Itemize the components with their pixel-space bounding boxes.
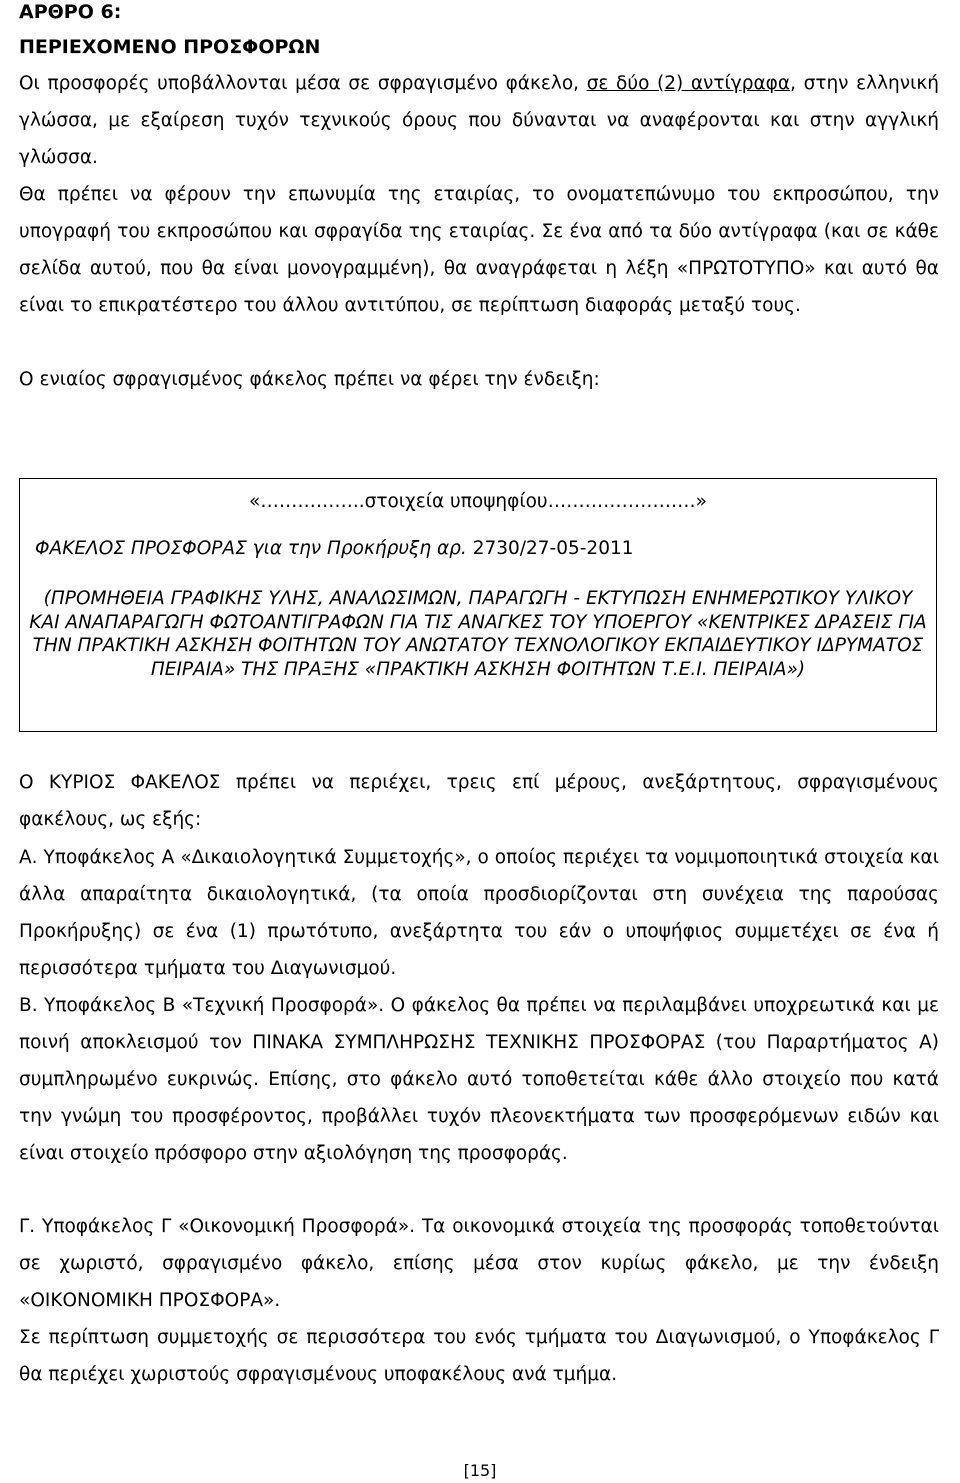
paragraph-signature: Θα πρέπει να φέρουν την επωνυμία της εταιρίας, το ονοματεπώνυμο του εκπροσώπου, την υπογραφή του εκπροσώπου και σφραγίδα της εταιρίας. Σε ένα από τα δύο αντίγραφα (και σε κάθε σελίδα αυτού, που θα είναι μονογραμμένη), θα αναγράφεται η λέξη «ΠΡΩΤΟΤΥΠΟ» και αυτό θα είναι το επικρατέστερο του άλλου αντιτύπου, σε περίπτωση διαφοράς μεταξύ τους. — [19, 184, 939, 316]
project-description: (ΠΡΟΜΗΘΕΙΑ ΓΡΑΦΙΚΗΣ ΥΛΗΣ, ΑΝΑΛΩΣΙΜΩΝ, ΠΑΡΑΓΩΓΗ - ΕΚΤΥΠΩΣΗ ΕΝΗΜΕΡΩΤΙΚΟΥ ΥΛΙΚΟΥ ΚΑΙ ΑΝΑΠΑΡΑΓΩΓΗ ΦΩΤΟΑΝΤΙΓΡΑΦΩΝ ΓΙΑ ΤΙΣ ΑΝΑΓΚΕΣ ΤΟΥ ΥΠΟΕΡΓΟΥ «ΚΕΝΤΡΙΚΕΣ ΔΡΑΣΕΙΣ ΓΙΑ ΤΗΝ ΠΡΑΚΤΙΚΗ ΑΣΚΗΣΗ ΦΟΙΤΗΤΩΝ ΤΟΥ ΑΝΩΤΑΤΟΥ ΤΕΧΝΟΛΟΓΙΚΟΥ ΕΚΠΑΙΔΕΥΤΙΚΟΥ ΙΔΡΥΜΑΤΟΣ ΠΕΙΡΑΙΑ» ΤΗΣ ΠΡΑΞΗΣ «ΠΡΑΚΤΙΚΗ ΑΣΚΗΣΗ ΦΟΙΤΗΤΩΝ Τ.Ε.Ι. ΠΕΙΡΑΙΑ») — [29, 588, 927, 680]
offer-envelope-text: ΦΑΚΕΛΟΣ ΠΡΟΣΦΟΡΑΣ για την Προκήρυξη αρ. — [35, 538, 473, 559]
offer-envelope-line — [35, 537, 926, 561]
candidate-details-line: «……………..στοιχεία υποψηφίου……………………» — [249, 491, 707, 512]
paragraph-multiple-sections: Σε περίπτωση συμμετοχής σε περισσότερα του ενός τμήματα του Διαγωνισμού, ο Υποφάκελος Γ θα περιέχει χωριστούς σφραγισμένους υποφακέλους ανά τμήμα. — [19, 1327, 939, 1385]
envelope-label-box — [19, 478, 937, 732]
paragraph-subenvelope-c: Γ. Υποφάκελος Γ «Οικονομική Προσφορά». Τα οικονομικά στοιχεία της προσφοράς τοποθετούνται σε χωριστό, σφραγισμένο φάκελο, επίσης μέσα στον κυρίως φάκελο, με την ένδειξη «ΟΙΚΟΝΟΜΙΚΗ ΠΡΟΣΦΟΡΑ». — [19, 1216, 939, 1311]
paragraph-subenvelope-b: Β. Υποφάκελος Β «Τεχνική Προσφορά». Ο φάκελος θα πρέπει να περιλαμβάνει υποχρεωτικά και με ποινή αποκλεισμού τον ΠΙΝΑΚΑ ΣΥΜΠΛΗΡΩΣΗΣ ΤΕΧΝΙΚΗΣ ΠΡΟΣΦΟΡΑΣ (του Παραρτήματος Α) συμπληρωμένο ευκρινώς. Επίσης, στο φάκελο αυτό τοποθετείται κάθε άλλο στοιχείο που κατά την γνώμη του προσφέροντος, προβάλλει τυχόν πλεονεκτήματα των προσφερόμενων ειδών και είναι στοιχείο πρόσφορο στην αξιολόγηση της προσφοράς. — [19, 995, 939, 1164]
copies-underlined: σε δύο (2) αντίγραφα — [586, 73, 791, 94]
paragraph-submission — [19, 65, 939, 176]
proclamation-number: 2730/27-05-2011 — [472, 538, 634, 559]
paragraph-submission-part2: , στην ελληνική γλώσσα, με εξαίρεση τυχόν τεχνικούς όρους που δύνανται να αναφέρονται και στην αγγλική γλώσσα. — [19, 73, 939, 168]
page-number: [15] — [463, 1461, 497, 1480]
paragraph-submission-part1: Οι προσφορές υποβάλλονται μέσα σε σφραγισμένο φάκελο, — [19, 73, 587, 94]
article-heading: ΑΡΘΡΟ 6: — [19, 1, 122, 23]
section-title: ΠΕΡΙΕΧΟΜΕΝΟ ΠΡΟΣΦΟΡΩΝ — [19, 36, 321, 58]
paragraph-envelope-label: Ο ενιαίος σφραγισμένος φάκελος πρέπει να φέρει την ένδειξη: — [19, 369, 600, 390]
paragraph-main-envelope: Ο ΚΥΡΙΟΣ ΦΑΚΕΛΟΣ πρέπει να περιέχει, τρεις επί μέρους, ανεξάρτητους, σφραγισμένους φακέλους, ως εξής: — [19, 772, 939, 830]
paragraph-subenvelope-a: Α. Υποφάκελος Α «Δικαιολογητικά Συμμετοχής», ο οποίος περιέχει τα νομιμοποιητικά στοιχεία και άλλα απαραίτητα δικαιολογητικά, (τα οποία προσδιορίζονται στη συνέχεια της παρούσας Προκήρυξης) σε ένα (1) πρωτότυπο, ανεξάρτητα του εάν ο υποψήφιος συμμετέχει σε ένα ή περισσότερα τμήματα του Διαγωνισμού. — [19, 847, 939, 979]
